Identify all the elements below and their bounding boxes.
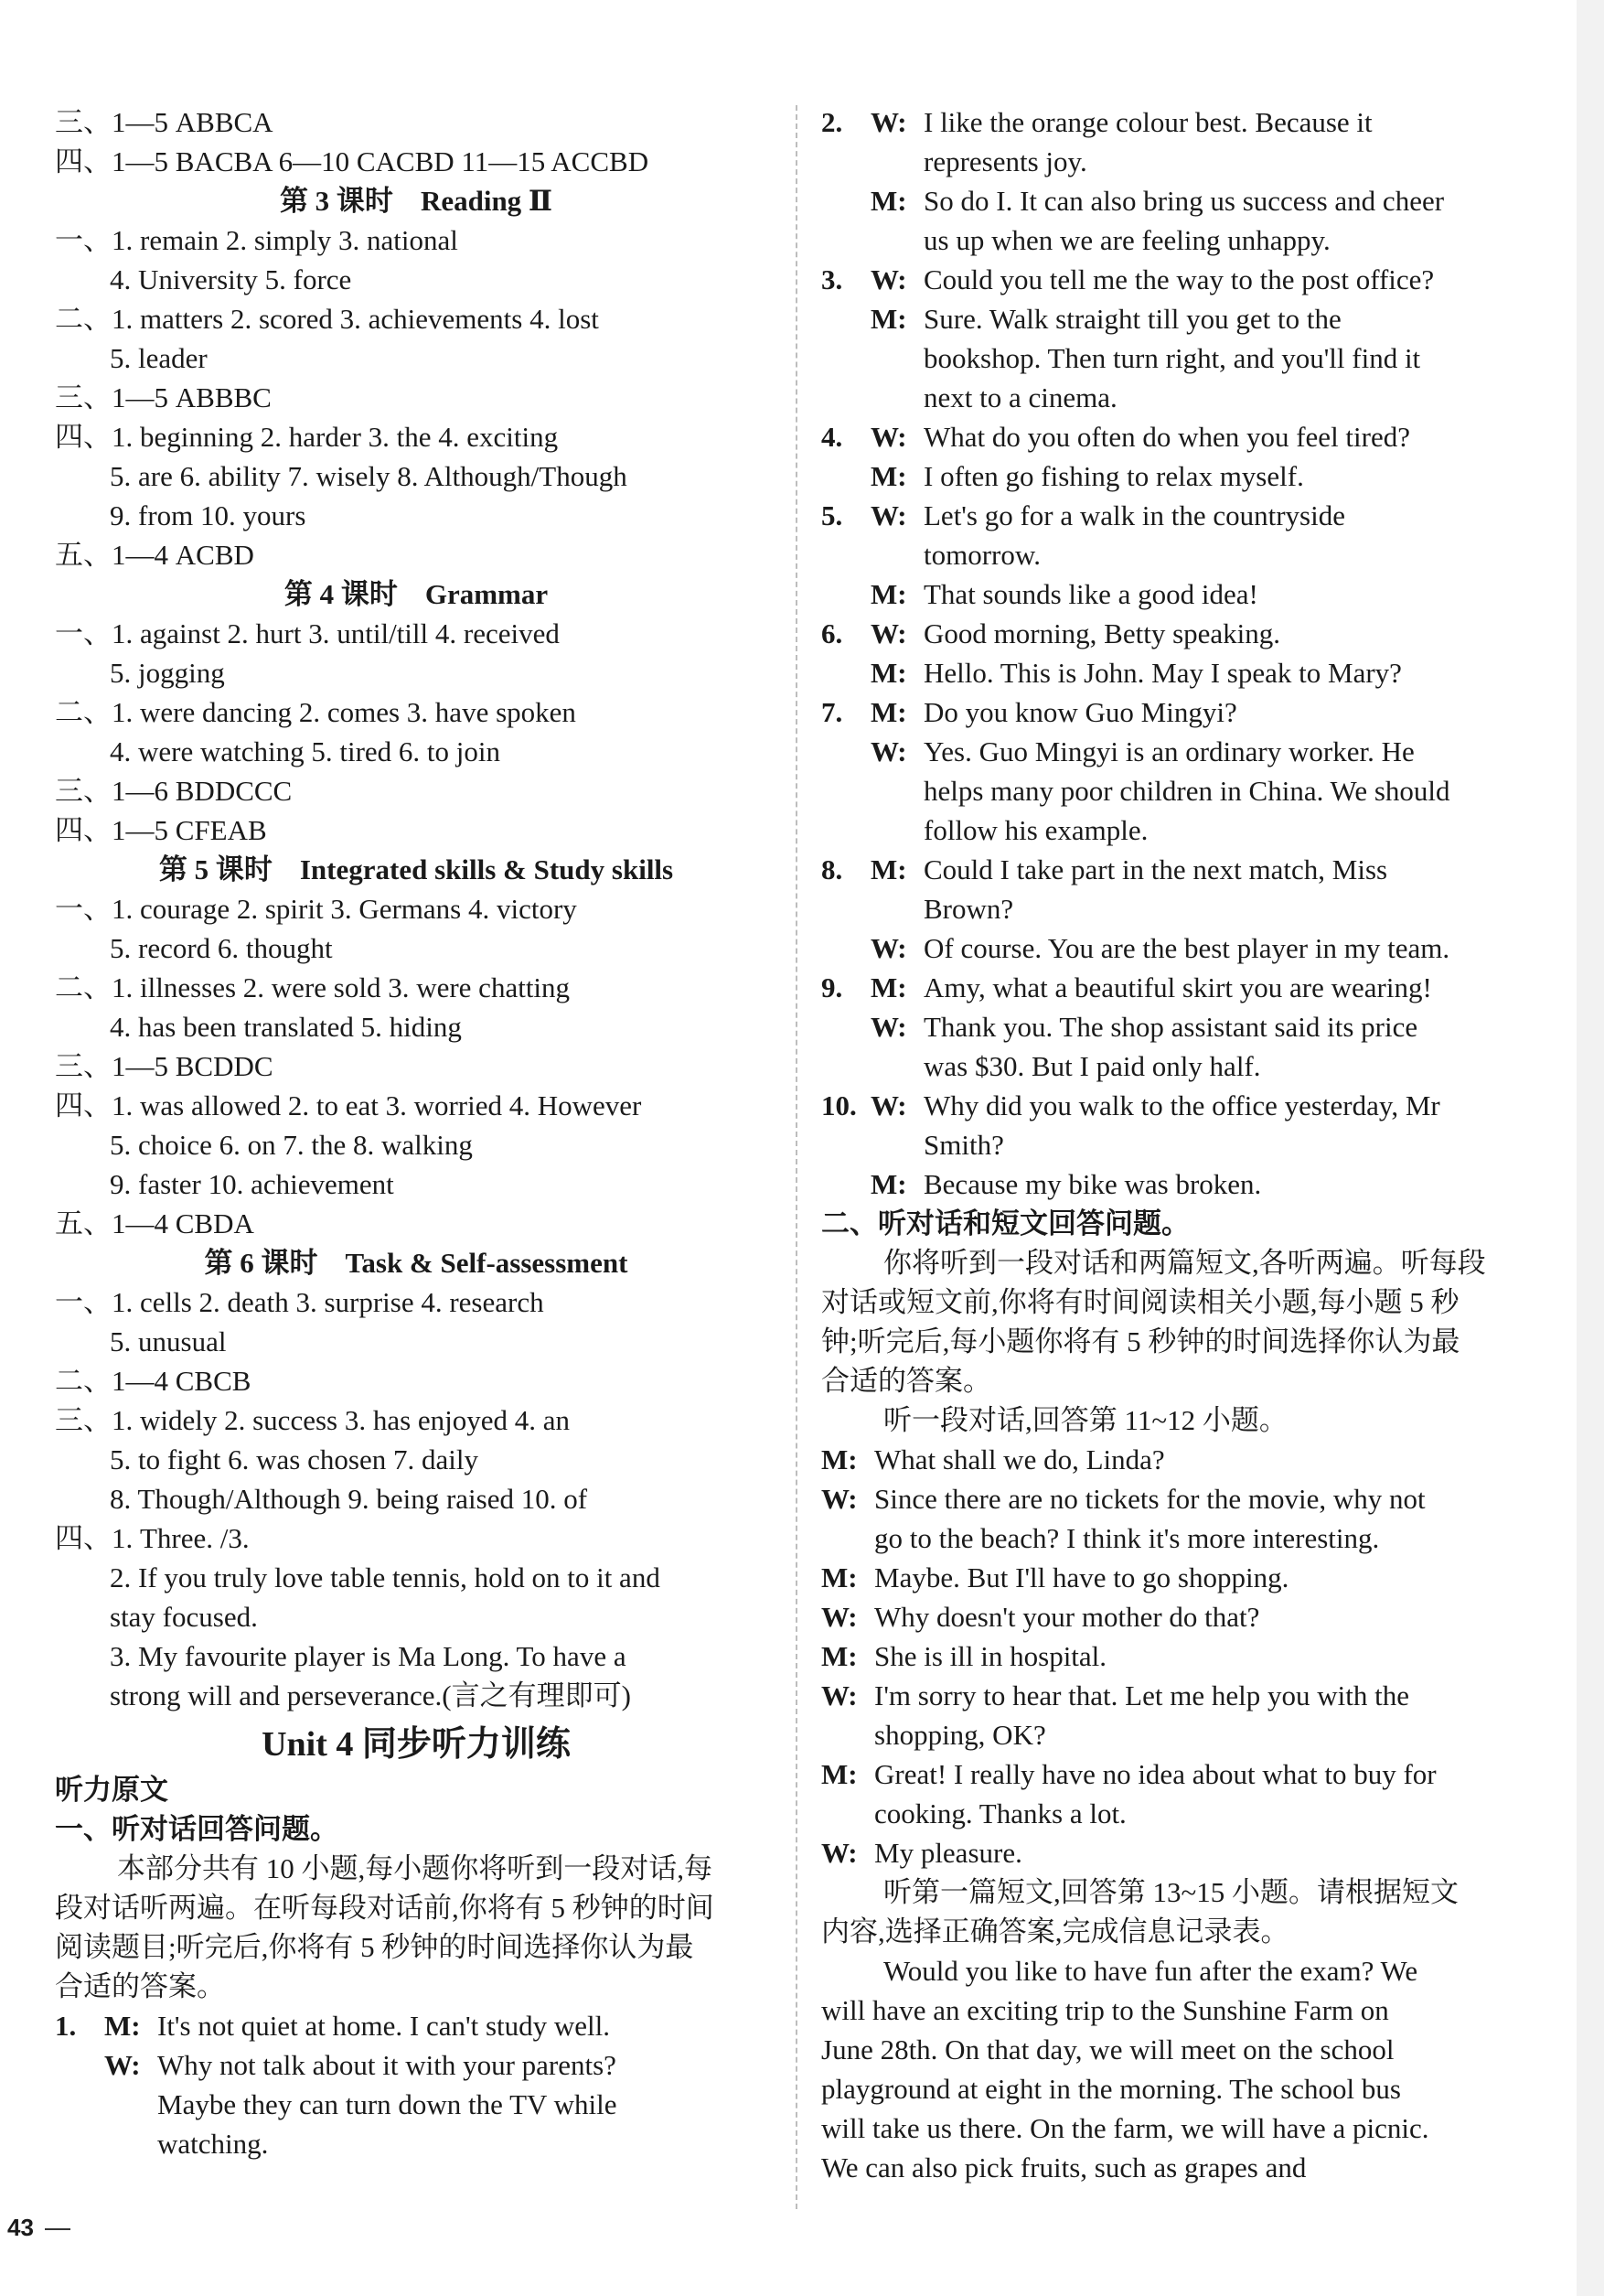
- answer-line: strong will and perseverance.(言之有理即可): [110, 1679, 631, 1711]
- speaker-label: W:: [871, 1011, 907, 1043]
- question-number: [821, 574, 871, 614]
- passage-line: will take us there. On the farm, we will have a picnic.: [821, 2112, 1429, 2144]
- dialog-text: It's not quiet at home. I can't study well.: [157, 2010, 611, 2042]
- instruction-line: 合适的答案。: [821, 1365, 991, 1397]
- dialog-text: us up when we are feeling unhappy.: [924, 224, 1331, 256]
- answer-line: 三、1. widely 2. success 3. has enjoyed 4. an: [55, 1404, 571, 1436]
- section-title: 一、听对话回答问题。: [55, 1813, 338, 1845]
- question-number: 8.: [821, 853, 843, 885]
- dialog-text: cooking. Thanks a lot.: [874, 1797, 1127, 1829]
- page-number-dash: [45, 2228, 70, 2230]
- dialog-line: [821, 456, 1549, 496]
- speaker-label: M:: [821, 1443, 858, 1475]
- question-number: 10.: [821, 1089, 857, 1121]
- answer-line: 5. choice 6. on 7. the 8. walking: [110, 1129, 473, 1161]
- dialog-text: Of course. You are the best player in my team.: [924, 932, 1450, 964]
- dialog-text: bookshop. Then turn right, and you'll find it: [924, 342, 1421, 374]
- speaker-label: W:: [821, 1837, 858, 1869]
- answer-line: 5. record 6. thought: [110, 932, 333, 964]
- answer-line: 三、1—6 BDDCCC: [55, 775, 293, 807]
- dialog-text: Let's go for a walk in the countryside: [924, 499, 1345, 531]
- dialog-text: Yes. Guo Mingyi is an ordinary worker. He: [924, 735, 1415, 767]
- dialog-line: [821, 1046, 1549, 1086]
- dialog-line: [821, 338, 1549, 378]
- dialog-line: [821, 1676, 1549, 1715]
- dialog-line: [821, 574, 1549, 614]
- dialog-text: represents joy.: [924, 145, 1087, 177]
- dialog-text: Hello. This is John. May I speak to Mary?: [924, 657, 1402, 689]
- answer-line: 5. leader: [110, 342, 208, 374]
- dialog-line: [821, 1794, 1549, 1833]
- question-number: 3.: [821, 263, 843, 295]
- answer-line: 四、1. was allowed 2. to eat 3. worried 4. However: [55, 1089, 642, 1121]
- dialog-text: helps many poor children in China. We should: [924, 775, 1450, 807]
- dialog-list: [821, 102, 1549, 1204]
- dialog-line: [821, 220, 1549, 260]
- dialog-line: [821, 1479, 1549, 1518]
- dialog-line: [821, 1597, 1549, 1636]
- speaker-label: M:: [871, 578, 907, 610]
- question-number: [821, 456, 871, 496]
- dialog-text: What shall we do, Linda?: [874, 1443, 1165, 1475]
- dialog-line: [821, 653, 1549, 692]
- dialog-line: [55, 2085, 777, 2124]
- column-divider: [796, 105, 797, 2209]
- lesson-heading-grammar: [55, 574, 777, 614]
- answer-line: 四、1—5 CFEAB: [55, 814, 267, 846]
- dialog-text: follow his example.: [924, 814, 1149, 846]
- question-number: 1.: [55, 2010, 77, 2042]
- dialog-line: [55, 2124, 777, 2163]
- speaker-label: W:: [871, 263, 907, 295]
- question-number: 5.: [821, 499, 843, 531]
- dialog-line: [55, 2006, 777, 2045]
- dialog-line: [821, 260, 1549, 299]
- left-column: [55, 102, 777, 2163]
- dialog-text: That sounds like a good idea!: [924, 578, 1258, 610]
- dialog-line: [821, 1164, 1549, 1204]
- dialog-text: My pleasure.: [874, 1837, 1022, 1869]
- dialog-text: watching.: [157, 2128, 269, 2160]
- dialog-line: [821, 732, 1549, 771]
- section-title: 二、听对话和短文回答问题。: [821, 1207, 1190, 1239]
- question-number: [821, 732, 871, 771]
- dialog-text: Great! I really have no idea about what to buy for: [874, 1758, 1437, 1790]
- lesson-number: 第 3 课时: [279, 185, 393, 217]
- dialog-text: Do you know Guo Mingyi?: [924, 696, 1237, 728]
- dialog-text: I'm sorry to hear that. Let me help you with the: [874, 1679, 1409, 1711]
- instruction-line: 对话或短文前,你将有时间阅读相关小题,每小题 5 秒: [821, 1286, 1460, 1318]
- speaker-label: M:: [871, 657, 907, 689]
- dialog-line: [821, 535, 1549, 574]
- dialog-text: Sure. Walk straight till you get to the: [924, 303, 1342, 335]
- answer-line: 2. If you truly love table tennis, hold on to it and: [110, 1561, 660, 1593]
- dialog-text: Smith?: [924, 1129, 1004, 1161]
- lesson-subtitle: Grammar: [424, 578, 549, 610]
- dialog-line: [821, 102, 1549, 142]
- question-number: [821, 1164, 871, 1204]
- speaker-label: W:: [871, 1089, 907, 1121]
- passage-line: We can also pick fruits, such as grapes and: [821, 2151, 1307, 2183]
- lesson-number: 第 6 课时: [204, 1247, 318, 1279]
- instruction-line: 段对话听两遍。在听每段对话前,你将有 5 秒钟的时间: [55, 1892, 714, 1924]
- dialog-line: [821, 771, 1549, 810]
- dialog-text: I like the orange colour best. Because it: [924, 106, 1373, 138]
- answer-line: 五、1—4 CBDA: [55, 1207, 254, 1239]
- dialog-line: [821, 378, 1549, 417]
- dialog-text: Good morning, Betty speaking.: [924, 617, 1281, 649]
- dialog-text: Maybe. But I'll have to go shopping.: [874, 1561, 1289, 1593]
- speaker-label: M:: [871, 696, 907, 728]
- dialog-line: [821, 417, 1549, 456]
- speaker-label: M:: [871, 853, 907, 885]
- answer-line: 5. are 6. ability 7. wisely 8. Although/Though: [110, 460, 627, 492]
- instruction-line: 合适的答案。: [55, 1970, 225, 2002]
- answer-line: 五、1—4 ACBD: [55, 539, 254, 571]
- section-title: 听力原文: [55, 1774, 168, 1806]
- answer-line: 二、1—4 CBCB: [55, 1365, 251, 1397]
- speaker-label: M:: [821, 1561, 858, 1593]
- dialog-line: [821, 1558, 1549, 1597]
- dialog-text: Brown?: [924, 893, 1014, 925]
- dialog-text: Amy, what a beautiful skirt you are wearing!: [924, 971, 1432, 1003]
- answer-line: 一、1. courage 2. spirit 3. Germans 4. victory: [55, 893, 577, 925]
- question-number: 2.: [821, 106, 843, 138]
- speaker-label: M:: [871, 1168, 907, 1200]
- answer-line: 3. My favourite player is Ma Long. To have a: [110, 1640, 626, 1672]
- dialog-text: She is ill in hospital.: [874, 1640, 1107, 1672]
- dialog-line: [821, 1086, 1549, 1125]
- dialog-line: [821, 496, 1549, 535]
- speaker-label: W:: [871, 617, 907, 649]
- question-number: 7.: [821, 696, 843, 728]
- answer-line: 一、1. against 2. hurt 3. until/till 4. received: [55, 617, 560, 649]
- dialog-text: tomorrow.: [924, 539, 1041, 571]
- dialog-line: [821, 1715, 1549, 1754]
- answer-line: 4. has been translated 5. hiding: [110, 1011, 462, 1043]
- lesson-heading-task: [55, 1243, 777, 1282]
- dialog-text: What do you often do when you feel tired?: [924, 421, 1410, 453]
- dialog-text: Why did you walk to the office yesterday, Mr: [924, 1089, 1440, 1121]
- answer-line: 9. faster 10. achievement: [110, 1168, 394, 1200]
- question-number: [821, 1007, 871, 1046]
- lesson-heading-integrated-skills: [55, 850, 777, 889]
- unit-title: Unit 4 同步听力训练: [262, 1725, 571, 1764]
- lesson-subtitle: Reading Ⅱ: [420, 185, 553, 217]
- dialog-line: [821, 692, 1549, 732]
- instruction-line: 钟;听完后,每小题你将有 5 秒钟的时间选择你认为最: [821, 1325, 1460, 1357]
- speaker-label: M:: [871, 185, 907, 217]
- speaker-label: W:: [871, 932, 907, 964]
- instruction-line: 听第一篇短文,回答第 13~15 小题。请根据短文: [883, 1876, 1460, 1908]
- speaker-label: M:: [821, 1758, 858, 1790]
- right-column: [821, 102, 1549, 2187]
- answer-line: 9. from 10. yours: [110, 499, 306, 531]
- dialog-line: [821, 299, 1549, 338]
- dialog-line: [821, 1007, 1549, 1046]
- answer-line: 一、1. cells 2. death 3. surprise 4. research: [55, 1286, 544, 1318]
- answer-line: 二、1. illnesses 2. were sold 3. were chatting: [55, 971, 571, 1003]
- dialog-line: [821, 1754, 1549, 1794]
- passage-line: Would you like to have fun after the exam? We: [883, 1955, 1418, 1987]
- answer-line: 二、1. matters 2. scored 3. achievements 4. lost: [55, 303, 599, 335]
- page-edge-shadow: [1577, 0, 1604, 2296]
- dialog-line: [821, 889, 1549, 928]
- speaker-label: W:: [871, 421, 907, 453]
- dialog-line: [821, 614, 1549, 653]
- instruction-line: 听一段对话,回答第 11~12 小题。: [883, 1404, 1288, 1436]
- speaker-label: M:: [104, 2010, 141, 2042]
- instruction-line: 你将听到一段对话和两篇短文,各听两遍。听每段: [883, 1247, 1486, 1279]
- dialog-text: shopping, OK?: [874, 1719, 1046, 1751]
- dialog-line: [821, 1636, 1549, 1676]
- speaker-label: W:: [821, 1601, 858, 1633]
- dialog-text: go to the beach? I think it's more interesting.: [874, 1522, 1380, 1554]
- answer-line: 4. University 5. force: [110, 263, 352, 295]
- lesson-number: 第 4 课时: [283, 578, 398, 610]
- dialog-line: [821, 928, 1549, 968]
- speaker-label: W:: [871, 106, 907, 138]
- answer-line: 5. to fight 6. was chosen 7. daily: [110, 1443, 478, 1475]
- dialog-line: [55, 2045, 777, 2085]
- question-number: [821, 928, 871, 968]
- speaker-label: M:: [871, 971, 907, 1003]
- page-number-text: 43: [7, 2214, 34, 2241]
- page-number: [7, 2214, 70, 2242]
- answer-line: 一、1. remain 2. simply 3. national: [55, 224, 458, 256]
- answer-line: 三、1—5 ABBBC: [55, 381, 272, 413]
- lesson-subtitle: Task & Self-assessment: [345, 1247, 628, 1279]
- dialog-text: Could I take part in the next match, Miss: [924, 853, 1388, 885]
- dialog-text: Because my bike was broken.: [924, 1168, 1262, 1200]
- answer-line: 8. Though/Although 9. being raised 10. of: [110, 1483, 588, 1515]
- question-number: 6.: [821, 617, 843, 649]
- answer-line: 5. unusual: [110, 1325, 227, 1357]
- dialog-text: Thank you. The shop assistant said its price: [924, 1011, 1418, 1043]
- answer-line: 三、1—5 BCDDC: [55, 1050, 273, 1082]
- answer-line: 5. jogging: [110, 657, 225, 689]
- dialog-line: [821, 181, 1549, 220]
- speaker-label: W:: [821, 1679, 858, 1711]
- dialog-text: Could you tell me the way to the post office?: [924, 263, 1435, 295]
- speaker-label: W:: [821, 1483, 858, 1515]
- speaker-label: W:: [871, 499, 907, 531]
- instruction-line: 本部分共有 10 小题,每小题你将听到一段对话,每: [117, 1852, 712, 1884]
- conversation: [821, 1440, 1549, 1872]
- answer-line: 二、1. were dancing 2. comes 3. have spoken: [55, 696, 576, 728]
- dialog-line: [821, 810, 1549, 850]
- answer-line: 四、1. Three. /3.: [55, 1522, 250, 1554]
- lesson-subtitle: Integrated skills & Study skills: [299, 853, 674, 885]
- dialog-text: Why doesn't your mother do that?: [874, 1601, 1260, 1633]
- speaker-label: W:: [104, 2049, 141, 2081]
- dialog-text: Why not talk about it with your parents?: [157, 2049, 616, 2081]
- question-number: [821, 653, 871, 692]
- passage-line: will have an exciting trip to the Sunshine Farm on: [821, 1994, 1389, 2026]
- answer-line: 三、1—5 ABBCA: [55, 106, 273, 138]
- dialog-text: Since there are no tickets for the movie, why not: [874, 1483, 1426, 1515]
- dialog-text: Maybe they can turn down the TV while: [157, 2088, 617, 2120]
- question-number: 4.: [821, 421, 843, 453]
- dialog-text: So do I. It can also bring us success and cheer: [924, 185, 1445, 217]
- answer-line: 四、1—5 BACBA 6—10 CACBD 11—15 ACCBD: [55, 145, 649, 177]
- dialog-line: [821, 142, 1549, 181]
- speaker-label: W:: [871, 735, 907, 767]
- answer-line: stay focused.: [110, 1601, 258, 1633]
- lesson-number: 第 5 课时: [158, 853, 273, 885]
- dialog-line: [821, 1440, 1549, 1479]
- passage-line: June 28th. On that day, we will meet on the school: [821, 2033, 1395, 2065]
- dialog-text: next to a cinema.: [924, 381, 1117, 413]
- answer-line: 四、1. beginning 2. harder 3. the 4. exciting: [55, 421, 559, 453]
- question-number: 9.: [821, 971, 843, 1003]
- question-number: [821, 299, 871, 338]
- speaker-label: M:: [871, 303, 907, 335]
- lesson-heading-reading2: [55, 181, 777, 220]
- speaker-label: M:: [821, 1640, 858, 1672]
- dialog-line: [821, 968, 1549, 1007]
- dialog-line: [821, 1125, 1549, 1164]
- dialog-line: [821, 1833, 1549, 1872]
- dialog-line: [821, 1518, 1549, 1558]
- dialog-text: I often go fishing to relax myself.: [924, 460, 1304, 492]
- answer-line: 4. were watching 5. tired 6. to join: [110, 735, 501, 767]
- passage-line: playground at eight in the morning. The school bus: [821, 2073, 1401, 2105]
- dialog-text: was $30. But I paid only half.: [924, 1050, 1261, 1082]
- dialog-line: [821, 850, 1549, 889]
- question-number: [821, 181, 871, 220]
- instruction-line: 阅读题目;听完后,你将有 5 秒钟的时间选择你认为最: [55, 1931, 694, 1963]
- instruction-line: 内容,选择正确答案,完成信息记录表。: [821, 1915, 1289, 1947]
- speaker-label: M:: [871, 460, 907, 492]
